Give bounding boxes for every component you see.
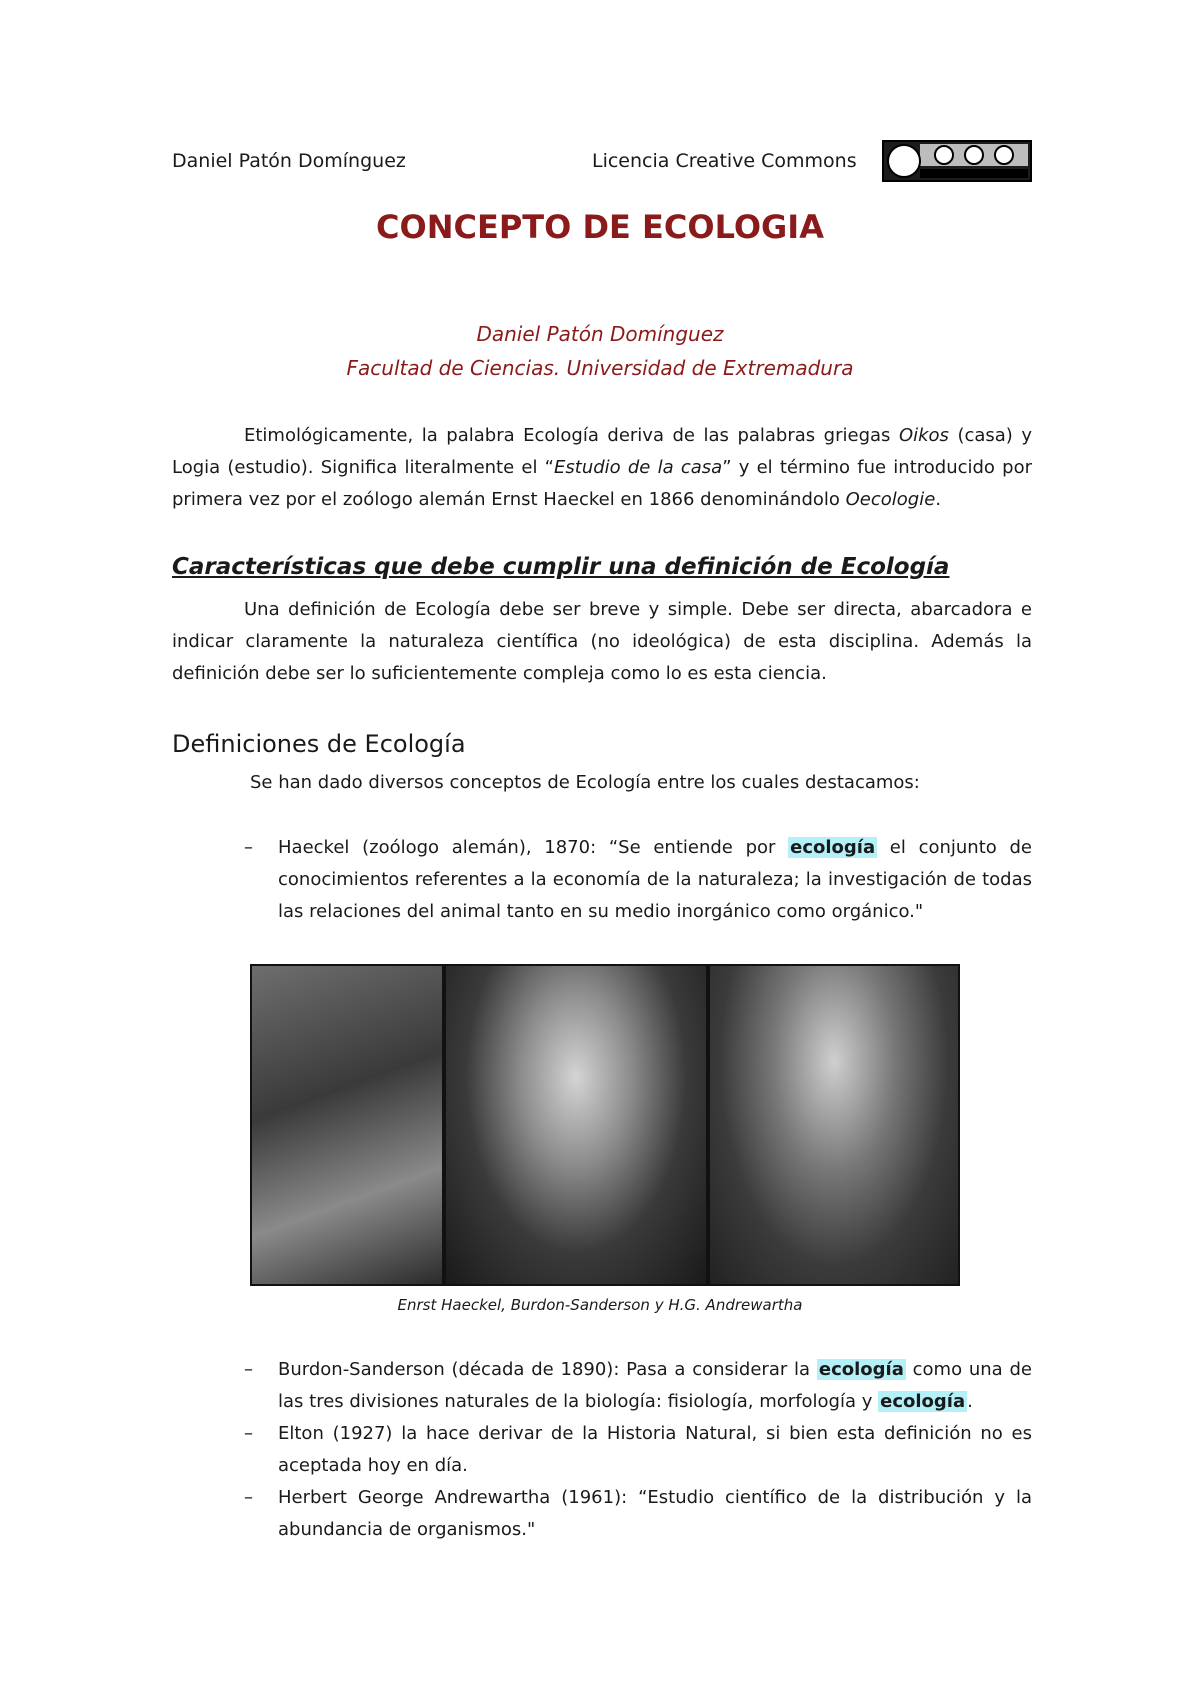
photo-andrewartha bbox=[708, 964, 960, 1286]
document-title: CONCEPTO DE ECOLOGIA bbox=[376, 208, 824, 246]
list-dash: – bbox=[244, 1423, 253, 1444]
photo-haeckel bbox=[250, 964, 444, 1286]
highlight-ecologia: ecología bbox=[880, 1391, 966, 1412]
byline-author: Daniel Patón Domínguez bbox=[476, 322, 724, 346]
cc-by-nc-nd-icon bbox=[884, 142, 1030, 180]
list-item-andrewartha: – Herbert George Andrewartha (1961): “Estudio científico de la distribución y la abundancia de organismos." bbox=[172, 1482, 1032, 1546]
cc-license-badge[interactable] bbox=[882, 140, 1032, 182]
highlight-ecologia: ecología bbox=[790, 837, 876, 858]
heading-definitions: Definiciones de Ecología bbox=[172, 730, 466, 758]
definitions-intro: Se han dado diversos conceptos de Ecología entre los cuales destacamos: bbox=[250, 772, 920, 793]
term-oikos: Oikos bbox=[898, 425, 949, 446]
photo-caption: Enrst Haeckel, Burdon-Sanderson y H.G. Andrewartha bbox=[397, 1296, 803, 1314]
term-estudio-de-la-casa: Estudio de la casa bbox=[554, 457, 723, 478]
header-license: Licencia Creative Commons bbox=[592, 150, 857, 172]
photo-burdon-sanderson bbox=[444, 964, 708, 1286]
list-dash: – bbox=[244, 1359, 253, 1380]
highlight-ecologia: ecología bbox=[818, 1359, 904, 1380]
list-dash: – bbox=[244, 837, 253, 858]
list-item-burdon-sanderson: – Burdon-Sanderson (década de 1890): Pasa a considerar la ecología como una de las tres divisiones naturales de la biología: fisiología, morfología y ecología . bbox=[172, 1354, 1032, 1418]
term-oecologie: Oecologie bbox=[845, 489, 936, 510]
definitions-list-bottom bbox=[172, 1354, 1032, 1546]
byline-affiliation: Facultad de Ciencias. Universidad de Extremadura bbox=[346, 356, 854, 380]
header-author: Daniel Patón Domínguez bbox=[172, 150, 406, 172]
list-dash: – bbox=[244, 1487, 253, 1508]
list-item-haeckel: – Haeckel (zoólogo alemán), 1870: “Se entiende por ecología el conjunto de conocimientos referentes a la economía de la naturaleza; la investigación de todas las relaciones del animal tanto en su medio inorgánico como orgánico." bbox=[172, 832, 1032, 928]
list-item-elton: – Elton (1927) la hace derivar de la Historia Natural, si bien esta definición no es aceptada hoy en día. bbox=[172, 1418, 1032, 1482]
characteristics-paragraph: Una definición de Ecología debe ser breve y simple. Debe ser directa, abarcadora e indicar claramente la naturaleza científica (no ideológica) de esta disciplina. Además la definición debe ser lo suficientemente compleja como lo es esta ciencia. bbox=[172, 599, 1032, 684]
definitions-list-top bbox=[172, 832, 1032, 928]
etymology-paragraph: Etimológicamente, la palabra Ecología deriva de las palabras griegas Oikos (casa) y Logia (estudio). Significa literalmente el “Estudio de la casa” y el término fue introducido por primera vez por el zoólogo alemán Ernst Haeckel en 1866 denominándolo Oecologie. bbox=[172, 425, 1033, 510]
heading-characteristics: Características que debe cumplir una definición de Ecología bbox=[172, 554, 950, 580]
